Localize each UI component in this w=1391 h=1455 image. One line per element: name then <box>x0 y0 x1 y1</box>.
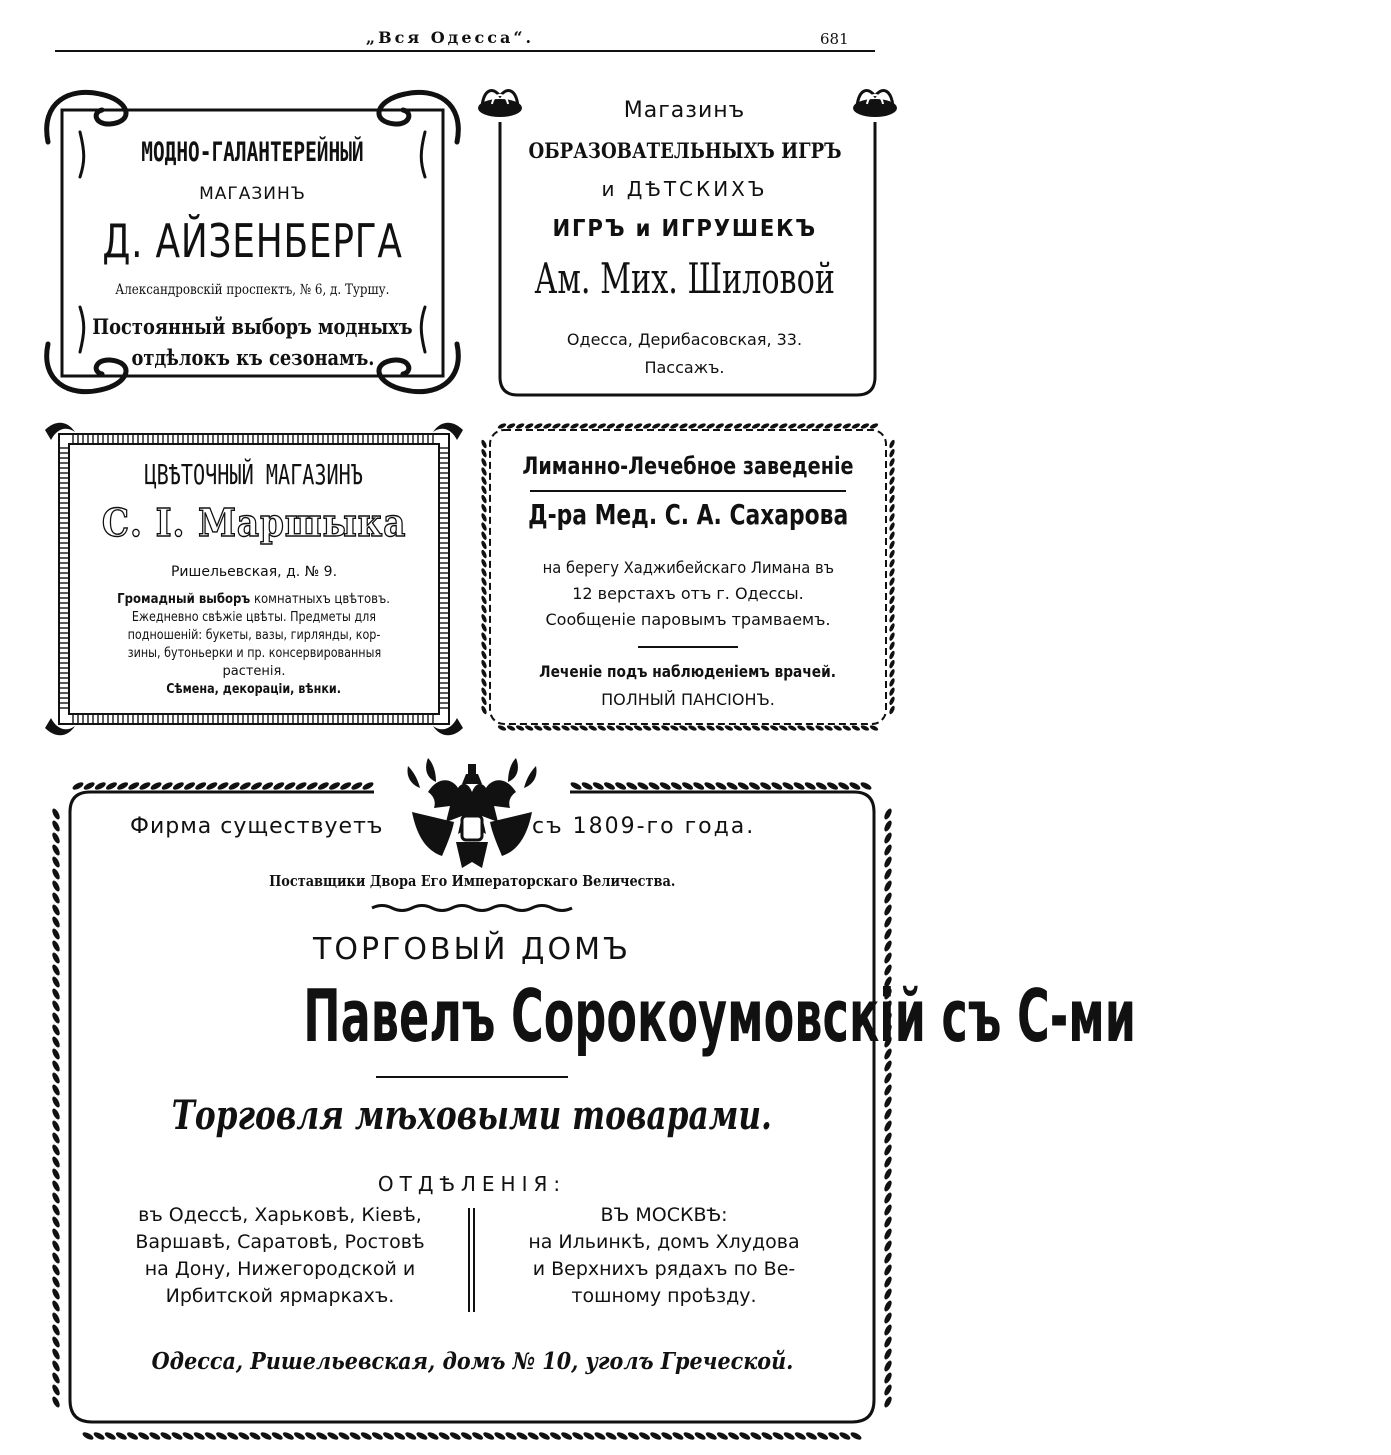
ad-address: Ришельевская, д. № 9. <box>170 564 338 580</box>
ad-text-line: зины, бутоньерки и пр. консервированныя <box>127 646 381 661</box>
ad-text-line: растенія. <box>222 664 286 679</box>
branch-line: на Ильинкѣ, домъ Хлудова <box>528 1231 800 1253</box>
branch-line: ВЪ МОСКВѢ: <box>600 1204 728 1226</box>
ad-highlight: Громадный выборъ <box>117 592 251 607</box>
column-divider <box>468 1208 475 1312</box>
divider <box>376 1076 568 1078</box>
ad-text: комнатныхъ цвѣтовъ. <box>250 592 391 607</box>
ad-footer: ПОЛНЫЙ ПАНСІОНЪ. <box>601 690 775 709</box>
firm-since-left: Фирма существуетъ <box>130 814 384 839</box>
merchant-name: С. І. Маршыка <box>101 500 407 545</box>
firm-since-right: съ 1809-го года. <box>532 814 756 839</box>
ad-slogan-line-1: Постоянный выборъ модныхъ <box>92 314 413 339</box>
ad-text-line: Ежедневно свѣжіе цвѣты. Предметы для <box>131 610 377 625</box>
business-line: Торговля мѣховыми товарами. <box>171 1092 773 1139</box>
branch-line: тошному проѣзду. <box>571 1285 757 1307</box>
company-name: Павелъ Сорокоумовскій съ С-ми <box>303 974 1137 1058</box>
branch-line: Варшавѣ, Саратовѣ, Ростовѣ <box>135 1231 425 1253</box>
rounded-frame <box>472 82 897 402</box>
ad-address: Одесса, Дерибасовская, 33. <box>566 330 803 349</box>
ad-text-line: подношеній: букеты, вазы, гирлянды, кор- <box>127 628 381 643</box>
ad-text-line: Сообщеніе паровымъ трамваемъ. <box>545 610 831 629</box>
ad-shilova <box>472 82 897 402</box>
divider <box>638 646 738 648</box>
ad-heading: Лиманно-Лечебное заведеніе <box>522 452 854 480</box>
branches-left-column <box>100 1202 460 1310</box>
branches-right-column <box>484 1202 844 1310</box>
ad-address-2: Пассажъ. <box>644 358 725 377</box>
ad-heading: ЦВѢТОЧНЫЙ МАГАЗИНЪ <box>144 458 364 491</box>
ad-slogan-line-2: отдѣлокъ къ сезонамъ. <box>130 345 375 370</box>
court-supplier-line: Поставщики Двора Его Императорскаго Величества. <box>268 872 676 890</box>
double-headed-eagle-icon <box>412 764 532 868</box>
ad-aizenberg <box>40 82 465 402</box>
ad-text-line: 12 верстахъ отъ г. Одессы. <box>572 584 804 603</box>
page-number: 681 <box>820 30 849 48</box>
heading-rule <box>530 490 846 492</box>
ad-subheading: МАГАЗИНЪ <box>199 184 306 204</box>
ad-text-line: Леченіе подъ наблюденіемъ врачей. <box>539 662 837 681</box>
merchant-name: Д. АЙЗЕНБЕРГА <box>102 214 403 268</box>
header-rule <box>55 50 875 52</box>
ad-subheading: ОБРАЗОВАТЕЛЬНЫХЪ ИГРЪ <box>527 138 841 163</box>
branch-line: на Дону, Нижегородской и <box>144 1258 416 1280</box>
store-address: Одесса, Ришельевская, домъ № 10, уголъ Греческой. <box>151 1348 793 1375</box>
ornamental-rule <box>372 902 572 914</box>
ad-sorokoumovsky <box>48 752 1137 1442</box>
branch-line: Ирбитской ярмаркахъ. <box>165 1285 395 1307</box>
ad-address: Александровскій проспектъ, № 6, д. Туршу. <box>115 282 390 298</box>
trade-house-label: ТОРГОВЫЙ ДОМЪ <box>313 932 631 967</box>
ad-heading: Магазинъ <box>623 98 746 123</box>
branch-line: въ Одессѣ, Харьковѣ, Кіевѣ, <box>138 1204 422 1226</box>
ad-sakharov <box>478 418 898 736</box>
branch-line: и Верхнихъ рядахъ по Ве- <box>532 1258 796 1280</box>
branches-heading: ОТДѢЛЕНІЯ: <box>377 1172 567 1196</box>
ad-heading: МОДНО-ГАЛАНТЕРЕЙНЫЙ <box>141 137 364 168</box>
ad-product-line: ИГРЪ и ИГРУШЕКЪ <box>552 216 817 242</box>
ad-subheading-2: и ДѢТСКИХЪ <box>601 177 768 201</box>
ad-text-line: на берегу Хаджибейскаго Лимана въ <box>542 558 834 577</box>
merchant-name: Д-ра Мед. С. А. Сахарова <box>527 498 849 531</box>
ad-marshyk <box>45 420 463 738</box>
running-header-title: „Вся Одесса“. <box>365 28 535 47</box>
ad-footer: Сѣмена, декораціи, вѣнки. <box>166 682 342 697</box>
merchant-name: Ам. Мих. Шиловой <box>534 254 835 303</box>
